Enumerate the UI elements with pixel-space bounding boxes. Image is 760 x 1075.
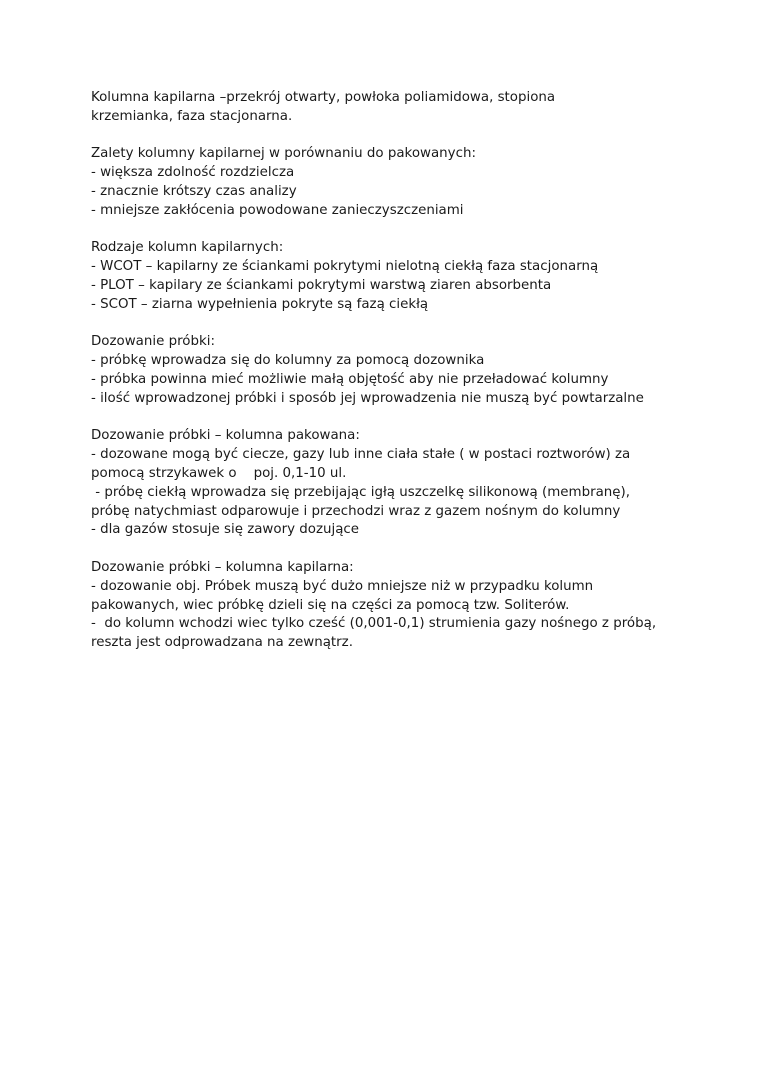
text-line: - SCOT – ziarna wypełnienia pokryte są fazą ciekłą <box>91 296 429 312</box>
text-line: - próbę ciekłą wprowadza się przebijając igłą uszczelkę silikonową (membranę), <box>91 484 630 500</box>
text-line: - dozowane mogą być ciecze, gazy lub inne ciała stałe ( w postaci roztworów) za <box>91 447 631 463</box>
blank-line <box>91 315 711 334</box>
text-line: - PLOT – kapilary ze ściankami pokrytymi warstwą ziaren absorbenta <box>91 277 552 293</box>
text-line: Zalety kolumny kapilarnej w porównaniu do pakowanych: <box>91 146 476 162</box>
text-line: - dla gazów stosuje się zawory dozujące <box>91 522 359 538</box>
blank-line <box>91 221 711 240</box>
text-line: - znacznie krótszy czas analizy <box>91 183 297 199</box>
text-line: - dozowanie obj. Próbek muszą być dużo mniejsze niż w przypadku kolumn <box>91 578 594 594</box>
text-line: - próbka powinna mieć możliwie małą objętość aby nie przeładować kolumny <box>91 371 609 387</box>
text-line: - większa zdolność rozdzielcza <box>91 165 295 181</box>
text-line: krzemianka, faza stacjonarna. <box>91 108 293 124</box>
blank-line <box>91 409 711 428</box>
text-line: próbę natychmiast odparowuje i przechodzi wraz z gazem nośnym do kolumny <box>91 503 621 519</box>
blank-line <box>91 540 711 559</box>
blank-line <box>91 127 711 146</box>
text-line: Kolumna kapilarna –przekrój otwarty, powłoka poliamidowa, stopiona <box>91 90 556 105</box>
text-line: Dozowanie próbki – kolumna pakowana: <box>91 428 360 444</box>
text-line: Rodzaje kolumn kapilarnych: <box>91 240 284 256</box>
text-line: - WCOT – kapilarny ze ściankami pokrytymi nielotną ciekłą faza stacjonarną <box>91 259 599 275</box>
text-line: - próbkę wprowadza się do kolumny za pomocą dozownika <box>91 353 485 369</box>
text-line: Dozowanie próbki: <box>91 334 215 350</box>
text-line: reszta jest odprowadzana na zewnątrz. <box>91 635 353 651</box>
text-line: pomocą strzykawek o poj. 0,1-10 ul. <box>91 465 347 481</box>
document-page <box>91 89 711 653</box>
text-line: - ilość wprowadzonej próbki i sposób jej wprowadzenia nie muszą być powtarzalne <box>91 390 644 406</box>
text-line: - do kolumn wchodzi wiec tylko cześć (0,001-0,1) strumienia gazy nośnego z próbą, <box>91 616 657 632</box>
text-line: - mniejsze zakłócenia powodowane zanieczyszczeniami <box>91 202 464 218</box>
text-line: Dozowanie próbki – kolumna kapilarna: <box>91 559 354 575</box>
text-line: pakowanych, wiec próbkę dzieli się na części za pomocą tzw. Soliterów. <box>91 597 570 613</box>
